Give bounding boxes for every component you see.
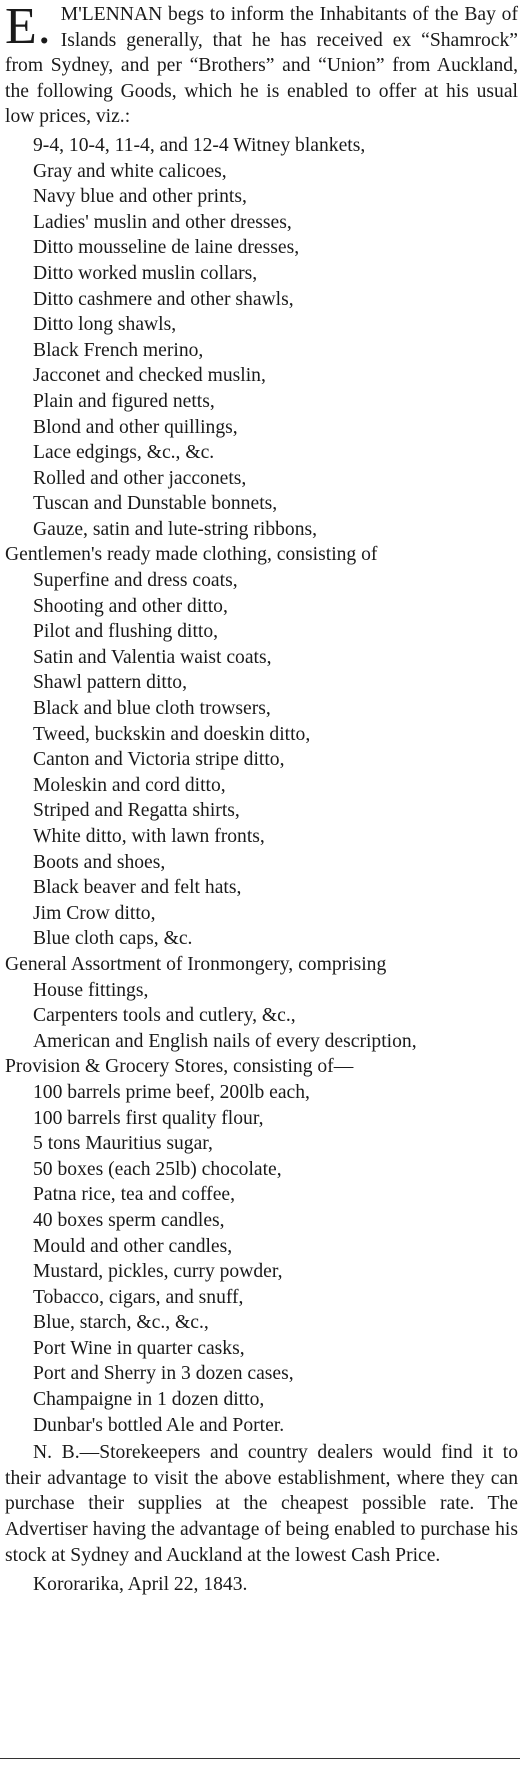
list-item: 100 barrels prime beef, 200lb each, <box>33 1081 310 1103</box>
ironmongery-heading: General Assortment of Ironmongery, comprising <box>5 953 387 975</box>
list-item: House fittings, <box>33 979 149 1001</box>
list-item: Rolled and other jacconets, <box>33 467 247 489</box>
list-item: Dunbar's bottled Ale and Porter. <box>33 1414 285 1436</box>
list-item: Tweed, buckskin and doeskin ditto, <box>33 723 311 745</box>
list-item: Ladies' muslin and other dresses, <box>33 211 292 233</box>
drop-cap-initial: E. <box>5 0 52 55</box>
list-item: 100 barrels first quality flour, <box>33 1107 264 1129</box>
list-item: Lace edgings, &c., &c. <box>33 442 215 464</box>
list-item: Pilot and flushing ditto, <box>33 621 219 643</box>
list-item: Black beaver and felt hats, <box>33 877 242 899</box>
list-item: Carpenters tools and cutlery, &c., <box>33 1005 296 1027</box>
list-item: Superfine and dress coats, <box>33 570 238 592</box>
drapery-list <box>5 133 518 1438</box>
list-item: Boots and shoes, <box>33 851 166 873</box>
column-rule <box>0 1758 520 1759</box>
list-item: Champaigne in 1 dozen ditto, <box>33 1389 265 1411</box>
list-item: Blue, starch, &c., &c., <box>33 1312 209 1334</box>
list-item: Gauze, satin and lute-string ribbons, <box>33 518 318 540</box>
advert-intro-text: M'LENNAN begs to inform the Inhabitants of the Bay of Islands generally, that he has received ex “Shamrock” from Sydney, and per “Brothers” and “Union” from Auckland, the following Goods, which he is enabled to offer at his usual low prices, viz.: <box>5 4 518 128</box>
list-item: Ditto cashmere and other shawls, <box>33 288 294 310</box>
list-item: Shooting and other ditto, <box>33 595 228 617</box>
list-item: 50 boxes (each 25lb) chocolate, <box>33 1158 282 1180</box>
list-item: Jacconet and checked muslin, <box>33 365 266 387</box>
list-item: Blue cloth caps, &c. <box>33 928 193 950</box>
list-item: Blond and other quillings, <box>33 416 238 438</box>
list-item: Mould and other candles, <box>33 1235 233 1257</box>
list-item: Mustard, pickles, curry powder, <box>33 1261 283 1283</box>
list-item: Striped and Regatta shirts, <box>33 800 240 822</box>
list-item: Port and Sherry in 3 dozen cases, <box>33 1363 294 1385</box>
list-item: 9-4, 10-4, 11-4, and 12-4 Witney blankets, <box>33 134 366 156</box>
list-item: American and English nails of every description, <box>33 1030 417 1052</box>
list-item: Black and blue cloth trowsers, <box>33 698 271 720</box>
list-item: Ditto worked muslin collars, <box>33 262 258 284</box>
list-item: Ditto long shawls, <box>33 314 177 336</box>
list-item: Satin and Valentia waist coats, <box>33 646 272 668</box>
list-item: Tobacco, cigars, and snuff, <box>33 1286 244 1308</box>
dateline: Kororarika, April 22, 1843. <box>33 1574 248 1596</box>
list-item: Jim Crow ditto, <box>33 902 156 924</box>
list-item: Patna rice, tea and coffee, <box>33 1184 235 1206</box>
nota-bene-paragraph: N. B.—Storekeepers and country dealers would find it to their advantage to visit the above establishment, where they can purchase their supplies at the cheapest possible rate. The Advertiser having the advantage of being enabled to purchase his stock at Sydney and Auckland at the lowest Cash Price. <box>5 1442 518 1566</box>
list-item: Tuscan and Dunstable bonnets, <box>33 493 278 515</box>
list-item: White ditto, with lawn fronts, <box>33 826 265 847</box>
list-item: Canton and Victoria stripe ditto, <box>33 749 285 771</box>
list-item: Gray and white calicoes, <box>33 160 227 182</box>
list-item: Plain and figured netts, <box>33 390 215 412</box>
list-item: Shawl pattern ditto, <box>33 672 188 694</box>
list-item: Navy blue and other prints, <box>33 186 247 208</box>
advert-intro-paragraph <box>5 2 518 130</box>
list-item: Ditto mousseline de laine dresses, <box>33 237 300 259</box>
list-item: 5 tons Mauritius sugar, <box>33 1133 213 1155</box>
clothing-heading: Gentlemen's ready made clothing, consisting of <box>5 544 378 566</box>
list-item: Port Wine in quarter casks, <box>33 1337 245 1359</box>
list-item: Black French merino, <box>33 339 204 361</box>
list-item: 40 boxes sperm candles, <box>33 1209 225 1231</box>
list-item: Moleskin and cord ditto, <box>33 774 226 796</box>
stores-heading: Provision & Grocery Stores, consisting of— <box>5 1056 354 1078</box>
